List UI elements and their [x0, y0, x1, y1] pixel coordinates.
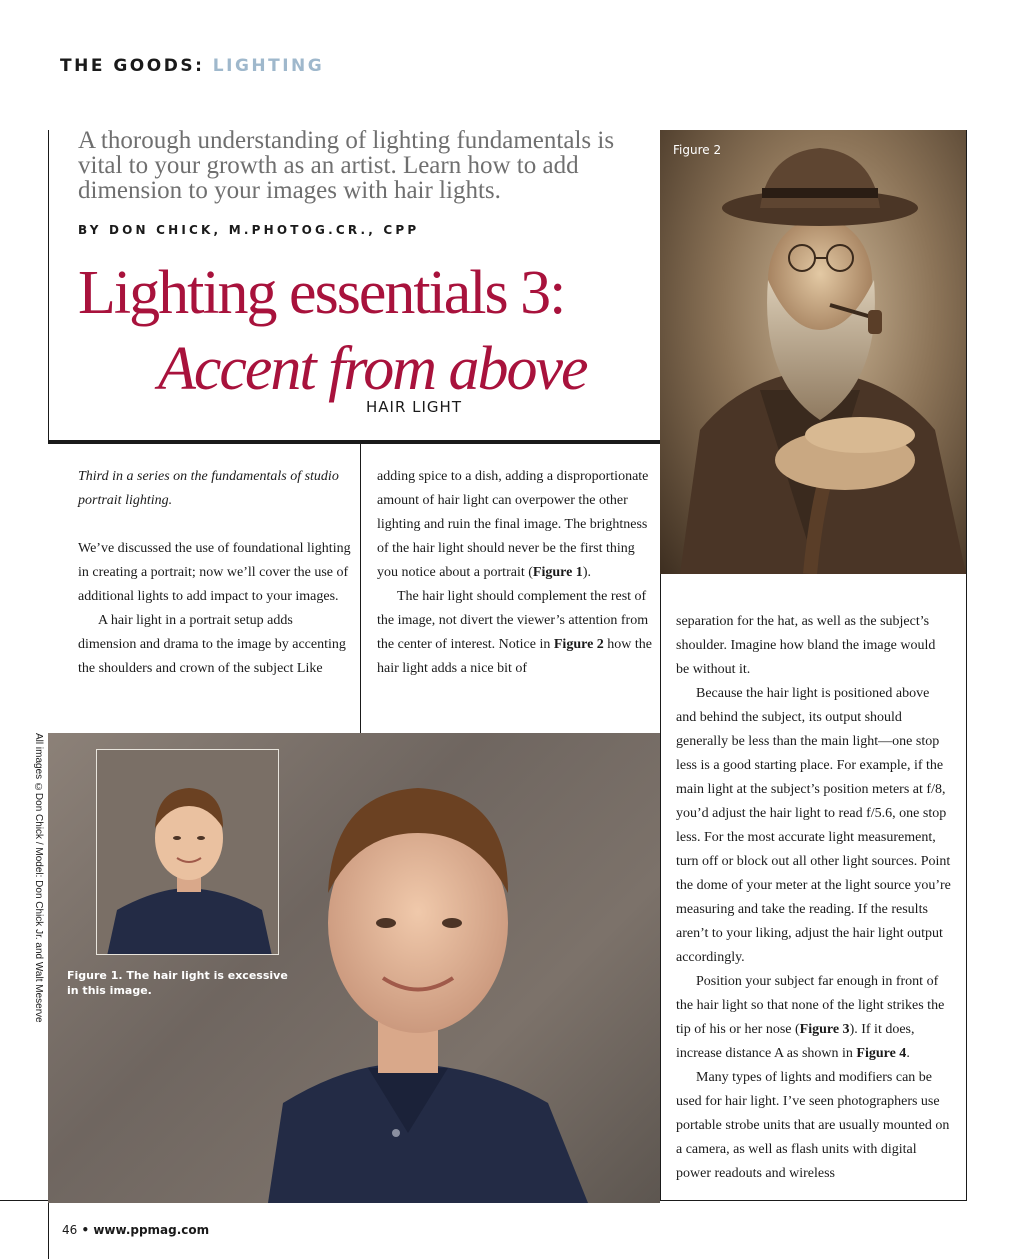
series-intro: Third in a series on the fundamentals of studio portrait lighting. — [78, 469, 339, 508]
body-column-2 — [377, 465, 652, 681]
text-run: . — [906, 1046, 910, 1061]
boy-inset-illustration — [97, 750, 279, 955]
frame-left-bottom — [48, 1196, 49, 1259]
title-rule — [48, 440, 660, 444]
figure-ref: Figure 4 — [856, 1046, 907, 1061]
photo-credit: All images ©Don Chick / Model: Don Chick Jr. and Walt Meserve — [33, 733, 44, 1023]
figure-ref: Figure 1 — [532, 565, 583, 580]
page-number: 46 — [62, 1223, 78, 1237]
paragraph: Because the hair light is positioned above and behind the subject, its output should generally be less than the main light—one stop less is a good starting place. For example, if the main light at the subject’s position meters at f/8, you’d adjust the hair light to read f/5.6, one stop less. For the most accurate light measurement, turn off or block out all other light sources. Point the dome of your meter at the light source you’re measuring and take the reading. If the results aren’t to your liking, adjust the hair light output accordingly. — [676, 686, 951, 965]
frame-bottom — [660, 1200, 967, 1201]
website-url: www.ppmag.com — [93, 1223, 210, 1237]
frame-bottom-left — [0, 1200, 48, 1201]
paragraph: A hair light in a portrait setup adds dimension and drama to the image by accenting the shoulders and crown of the subject Like — [78, 613, 346, 676]
deck: A thorough understanding of lighting fundamentals is vital to your growth as an artist. Learn how to add dimension to your images with hair lights. — [78, 127, 615, 204]
figure-1-inset — [96, 749, 279, 955]
figure-ref: Figure 2 — [553, 637, 604, 652]
paragraph: Many types of lights and modifiers can be used for hair light. I’ve seen photographers use portable strobe units that are usually mounted on a camera, as well as flash units with digital power readouts and wireless — [676, 1070, 950, 1181]
paragraph — [676, 970, 951, 1066]
title-main: Lighting essentials 3: — [78, 259, 565, 327]
body-column-3 — [676, 610, 951, 1186]
column-divider — [360, 444, 361, 733]
body-column-1 — [78, 465, 353, 681]
text-run: ). If it does, increase distance A as shown in — [676, 1022, 915, 1061]
figure-1-caption: Figure 1. The hair light is excessive in this image. — [67, 969, 288, 997]
title-kicker: HAIR LIGHT — [366, 398, 463, 416]
page-footer — [62, 1223, 209, 1237]
figure-2-photo — [660, 130, 966, 574]
paragraph: We’ve discussed the use of foundational lighting in creating a portrait; now we’ll cover the use of additional lights to add impact to your images. — [78, 541, 351, 604]
figure-ref: Figure 3 — [799, 1022, 850, 1037]
paragraph: separation for the hat, as well as the subject’s shoulder. Imagine how bland the image would be without it. — [676, 614, 936, 677]
frame-right-outer — [966, 130, 967, 1201]
figure-2-label: Figure 2 — [673, 143, 722, 157]
bullet-separator: • — [81, 1223, 90, 1237]
text-run: adding spice to a dish, adding a disproportionate amount of hair light can overpower the other lighting and ruin the final image. The brightness of the hair light should never be the first thing you notice about a portrait ( — [377, 469, 649, 580]
frame-right-inner — [660, 574, 661, 1200]
text-run: Position your subject far enough in front of the hair light so that none of the light strikes the tip of his or her nose ( — [676, 974, 945, 1037]
section-name: THE GOODS: — [60, 56, 205, 76]
frame-left-top — [48, 130, 49, 442]
section-label — [60, 56, 324, 76]
byline: BY DON CHICK, M.PHOTOG.CR., CPP — [78, 223, 420, 237]
bearded-man-illustration — [660, 130, 966, 574]
paragraph — [377, 465, 652, 585]
title-sub: Accent from above — [158, 335, 587, 403]
text-run: how the hair light adds a nice bit of — [377, 637, 652, 676]
subsection-name: LIGHTING — [212, 56, 325, 76]
paragraph — [377, 585, 652, 681]
text-run: The hair light should complement the rest of the image, not divert the viewer’s attention from the center of interest. Notice in — [377, 589, 649, 652]
text-run: ). — [582, 565, 591, 580]
